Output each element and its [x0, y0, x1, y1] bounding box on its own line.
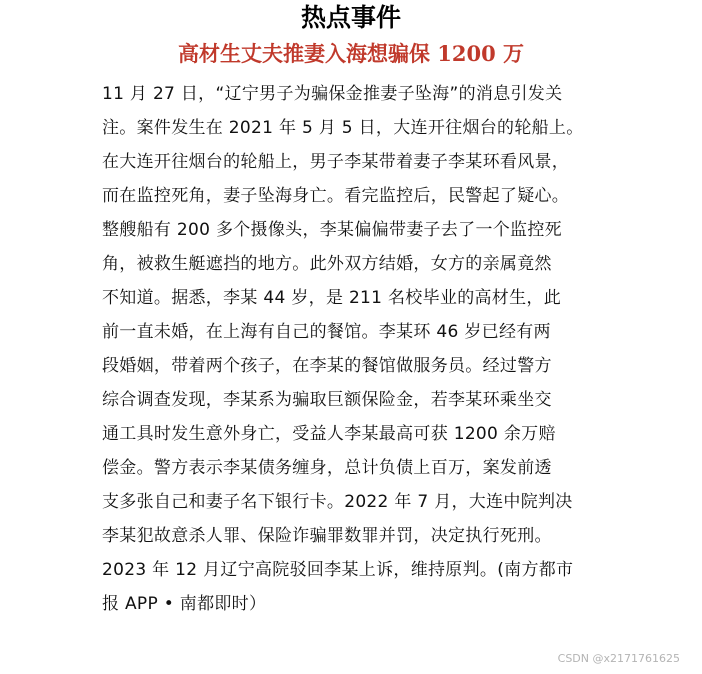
- body-line: 前一直未婚，在上海有自己的餐馆。李某环 46 岁已经有两: [102, 322, 551, 342]
- body-line: 注。案件发生在 2021 年 5 月 5 日，大连开往烟台的轮船上。: [102, 118, 584, 138]
- body-line: 支多张自己和妻子名下银行卡。2022 年 7 月，大连中院判决: [102, 492, 573, 512]
- watermark: CSDN @x2171761625: [557, 652, 680, 665]
- body-line: 段婚姻，带着两个孩子，在李某的餐馆做服务员。经过警方: [102, 356, 552, 376]
- body-line: 11 月 27 日，“辽宁男子为骗保金推妻子坠海”的消息引发关: [102, 84, 563, 104]
- body-line: 2023 年 12 月辽宁高院驳回李某上诉，维持原判。(南方都市: [102, 560, 574, 580]
- page-title: 热点事件: [300, 3, 401, 32]
- body-line: 而在监控死角，妻子坠海身亡。看完监控后，民警起了疑心。: [102, 186, 570, 206]
- body-line: 报 APP • 南都即时）: [102, 594, 267, 614]
- body-line: 李某犯故意杀人罪、保险诈骗罪数罪并罚，决定执行死刑。: [102, 526, 552, 546]
- body-line: 偿金。警方表示李某债务缠身，总计负债上百万，案发前透: [102, 458, 552, 478]
- body-line: 整艘船有 200 多个摄像头，李某偏偏带妻子去了一个监控死: [102, 220, 562, 240]
- body-line: 角，被救生艇遮挡的地方。此外双方结婚，女方的亲属竟然: [102, 254, 552, 274]
- body-line: 综合调查发现，李某系为骗取巨额保险金，若李某环乘坐交: [102, 390, 552, 410]
- body-line: 不知道。据悉，李某 44 岁，是 211 名校毕业的高材生，此: [102, 288, 561, 308]
- headline: 高材生丈夫推妻入海想骗保 1200 万: [177, 41, 525, 66]
- body-line: 在大连开往烟台的轮船上，男子李某带着妻子李某环看风景，: [102, 152, 570, 172]
- body-line: 通工具时发生意外身亡，受益人李某最高可获 1200 余万赔: [102, 424, 556, 444]
- article-body: [102, 77, 622, 621]
